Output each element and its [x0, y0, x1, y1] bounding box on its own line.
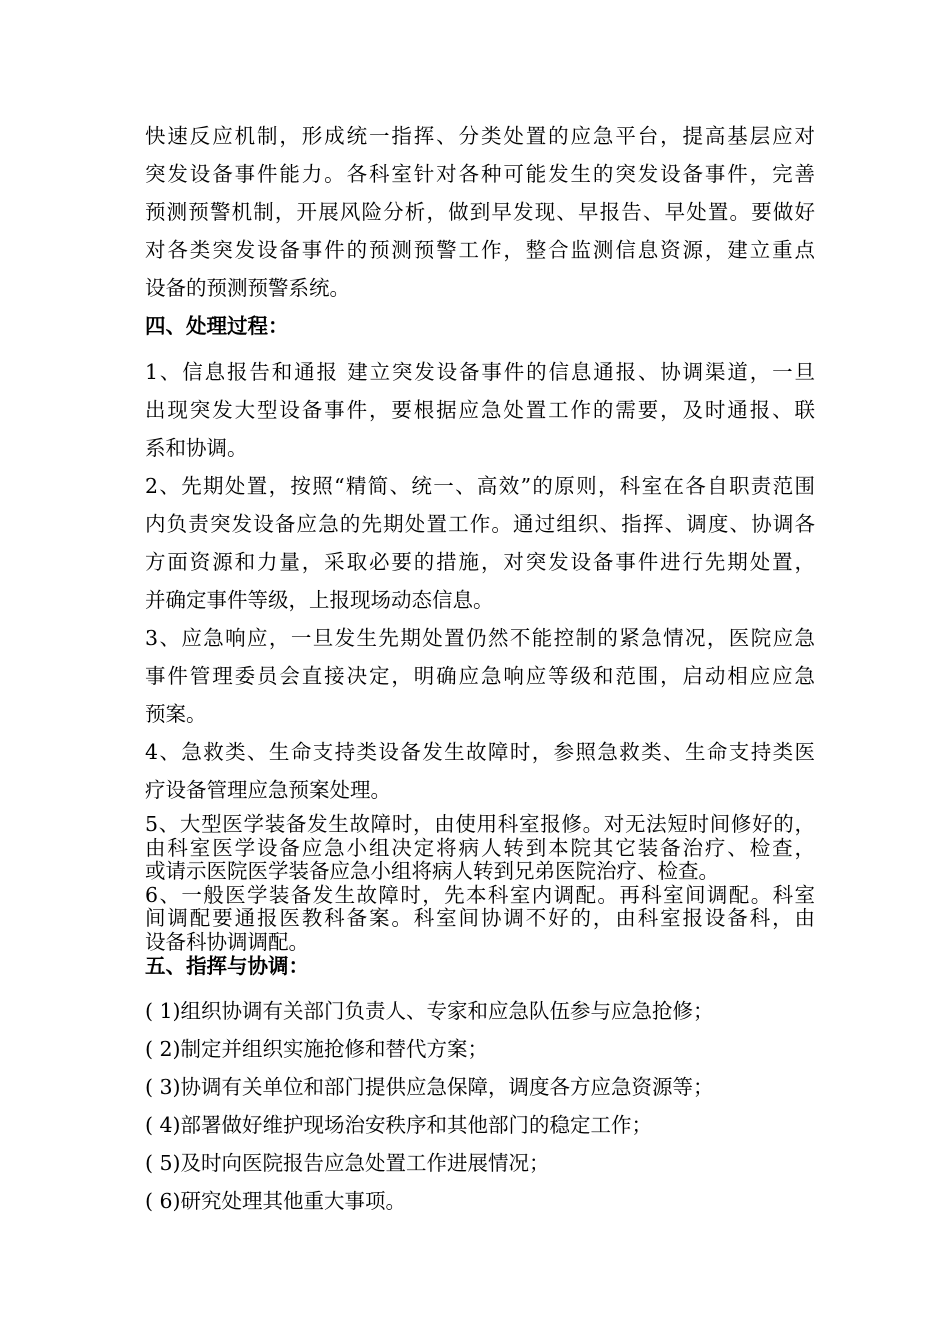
list-item: ( 5)及时向医院报告应急处置工作进展情况；: [145, 1151, 550, 1175]
text-line: 并确定事件等级，上报现场动态信息。: [145, 588, 494, 612]
text-line: 2、先期处置，按照“精简、统一、高效”的原则，科室在各自职责范围: [145, 474, 815, 498]
text-line: 预测预警机制，开展风险分析，做到早发现、早报告、早处置。要做好: [145, 200, 815, 224]
text-line: 事件管理委员会直接决定，明确应急响应等级和范围，启动相应应急: [145, 664, 815, 688]
paragraph-4: [145, 733, 815, 809]
list-item: ( 1)组织协调有关部门负责人、专家和应急队伍参与应急抢修；: [145, 999, 714, 1023]
intro-paragraph: [145, 117, 815, 307]
text-line: 4、急救类、生命支持类设备发生故障时，参照急救类、生命支持类医: [145, 740, 815, 764]
list-item: ( 6)研究处理其他重大事项。: [145, 1189, 407, 1213]
text-line: 快速反应机制，形成统一指挥、分类处置的应急平台，提高基层应对: [145, 124, 815, 148]
paragraph-3: [145, 619, 815, 733]
list-item: ( 4)部署做好维护现场治安秩序和其他部门的稳定工作；: [145, 1113, 653, 1137]
text-line: 6、一般医学装备发生故障时，先本科室内调配。再科室间调配。科室: [145, 882, 815, 907]
text-line: 预案。: [145, 702, 207, 726]
text-line: 或请示医院医学装备应急小组将病人转到兄弟医院治疗、检查。: [145, 859, 719, 883]
text-line: 疗设备管理应急预案处理。: [145, 778, 391, 802]
text-line: 系和协调。: [145, 436, 248, 460]
paragraph-1: [145, 353, 815, 467]
text-line: 设备的预测预警系统。: [145, 276, 350, 300]
text-line: 出现突发大型设备事件，要根据应急处置工作的需要，及时通报、联: [145, 398, 815, 422]
text-line: 突发设备事件能力。各科室针对各种可能发生的突发设备事件，完善: [145, 162, 815, 186]
text-line: 对各类突发设备事件的预测预警工作，整合监测信息资源，建立重点: [145, 238, 815, 262]
list-item: ( 3)协调有关单位和部门提供应急保障，调度各方应急资源等；: [145, 1075, 714, 1099]
text-line: 内负责突发设备应急的先期处置工作。通过组织、指挥、调度、协调各: [145, 512, 815, 536]
text-line: 由科室医学设备应急小组决定将病人转到本院其它装备治疗、检查，: [145, 835, 815, 860]
command-list: [145, 992, 815, 1220]
text-line: 方面资源和力量，采取必要的措施，对突发设备事件进行先期处置，: [145, 550, 815, 574]
paragraph-2: [145, 467, 815, 619]
section-heading-command: 五、指挥与协调：: [145, 954, 309, 978]
document-body: [145, 117, 815, 1220]
paragraph-6: [145, 884, 815, 955]
text-line: 1、信息报告和通报 建立突发设备事件的信息通报、协调渠道，一旦: [145, 360, 815, 384]
list-item: ( 2)制定并组织实施抢修和替代方案；: [145, 1037, 489, 1061]
text-line: 3、应急响应，一旦发生先期处置仍然不能控制的紧急情况，医院应急: [145, 626, 815, 650]
paragraph-5: [145, 813, 815, 884]
section-heading-process: 四、处理过程：: [145, 314, 289, 338]
text-line: 5、大型医学装备发生故障时，由使用科室报修。对无法短时间修好的，: [145, 812, 815, 836]
text-line: 间调配要通报医教科备案。科室间协调不好的，由科室报设备科，由: [145, 906, 815, 930]
text-line: 设备科协调调配。: [145, 929, 309, 954]
